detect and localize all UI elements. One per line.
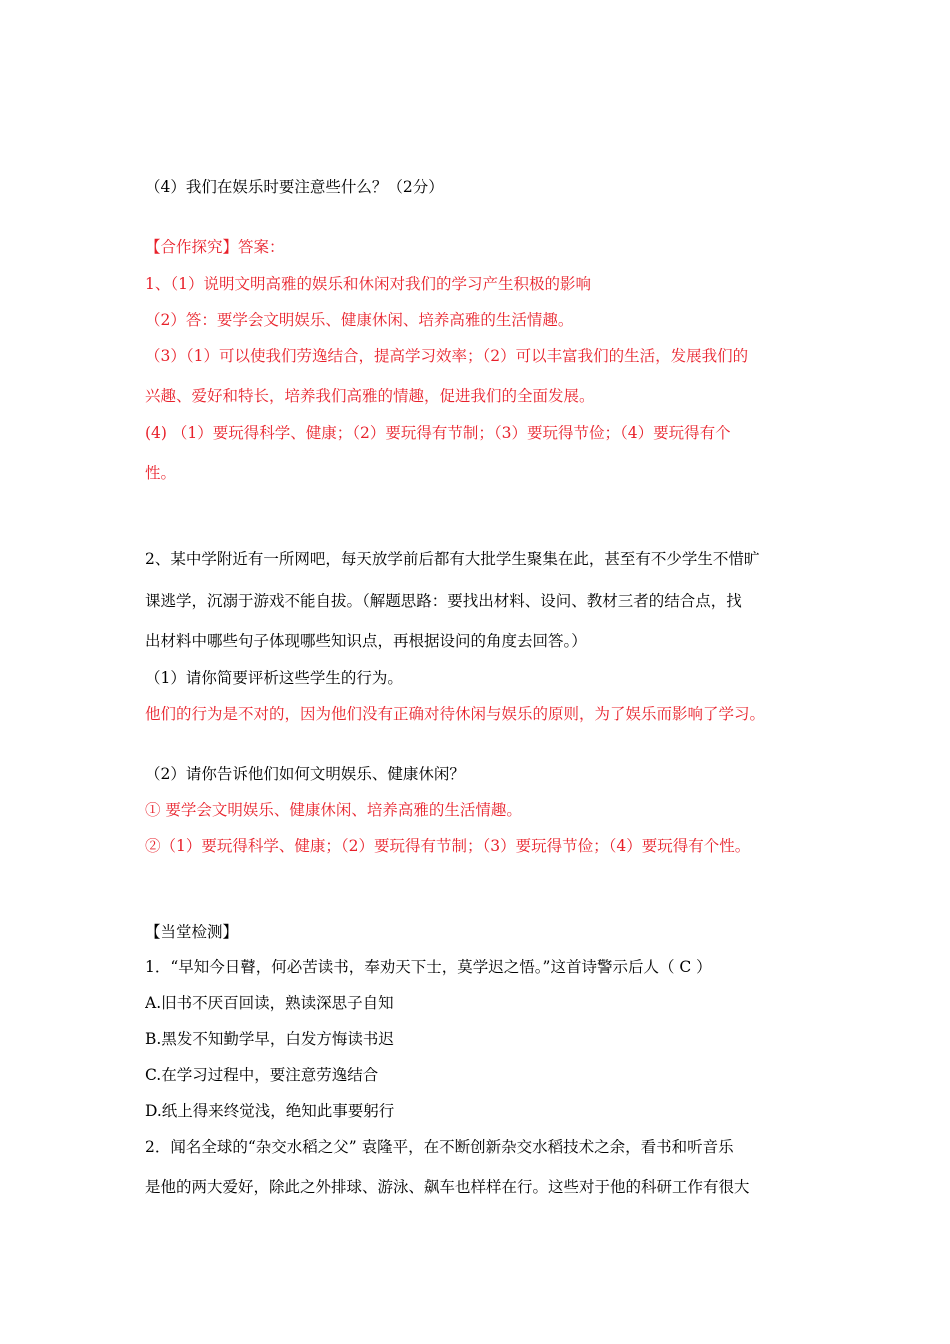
test-question-1: 1．“早知今日瞽，何必苦读书，奉劝天下士，莫学迟之悟。”这首诗警示后人（ C ） xyxy=(145,958,712,976)
question-4: （4）我们在娱乐时要注意些什么？（2分） xyxy=(145,178,444,196)
test-option-d: D.纸上得来终觉浅，绝知此事要躬行 xyxy=(145,1102,395,1120)
case-2-question-1: （1）请你简要评析这些学生的行为。 xyxy=(145,669,403,687)
test-option-a: A.旧书不厌百回读，熟读深思子自知 xyxy=(145,994,394,1012)
answer-2: （2）答：要学会文明娱乐、健康休闲、培养高雅的生活情趣。 xyxy=(145,311,574,329)
case-2-answer-1: 他们的行为是不对的，因为他们没有正确对待休闲与娱乐的原则，为了娱乐而影响了学习。 xyxy=(145,705,766,723)
answers-heading: 【合作探究】答案： xyxy=(145,238,285,256)
answer-4-line-1: (4) （1）要玩得科学、健康；（2）要玩得有节制；（3）要玩得节俭；（4）要玩得有个 xyxy=(145,424,731,442)
case-2-line-2: 课逃学，沉溺于游戏不能自拔。（解题思路：要找出材料、设问、教材三者的结合点，找 xyxy=(145,592,742,610)
test-heading: 【当堂检测】 xyxy=(145,923,239,941)
case-2-line-3: 出材料中哪些句子体现哪些知识点，再根据设问的角度去回答。） xyxy=(145,632,587,650)
answer-1: 1、（1）说明文明高雅的娱乐和休闲对我们的学习产生积极的影响 xyxy=(145,275,591,293)
answer-3-line-1: （3）（1）可以使我们劳逸结合，提高学习效率；（2）可以丰富我们的生活，发展我们的 xyxy=(145,347,749,365)
case-2-answer-2-item-2: ②（1）要玩得科学、健康；（2）要玩得有节制；（3）要玩得节俭；（4）要玩得有个性。 xyxy=(145,837,751,855)
case-2-answer-2-item-1: ① 要学会文明娱乐、健康休闲、培养高雅的生活情趣。 xyxy=(145,801,522,819)
test-question-2-line-1: 2．闻名全球的“杂交水稻之父” 袁隆平，在不断创新杂交水稻技术之余，看书和听音乐 xyxy=(145,1138,734,1156)
test-question-2-line-2: 是他的两大爱好，除此之外排球、游泳、飙车也样样在行。这些对于他的科研工作有很大 xyxy=(145,1178,750,1196)
answer-3-line-2: 兴趣、爱好和特长，培养我们高雅的情趣，促进我们的全面发展。 xyxy=(145,387,595,405)
case-2-line-1: 2、某中学附近有一所网吧，每天放学前后都有大批学生聚集在此，甚至有不少学生不惜旷 xyxy=(145,550,760,568)
test-option-c: C.在学习过程中，要注意劳逸结合 xyxy=(145,1066,379,1084)
answer-4-line-2: 性。 xyxy=(145,464,177,482)
case-2-question-2: （2）请你告诉他们如何文明娱乐、健康休闲？ xyxy=(145,765,465,783)
test-option-b: B.黑发不知勤学早，白发方悔读书迟 xyxy=(145,1030,394,1048)
